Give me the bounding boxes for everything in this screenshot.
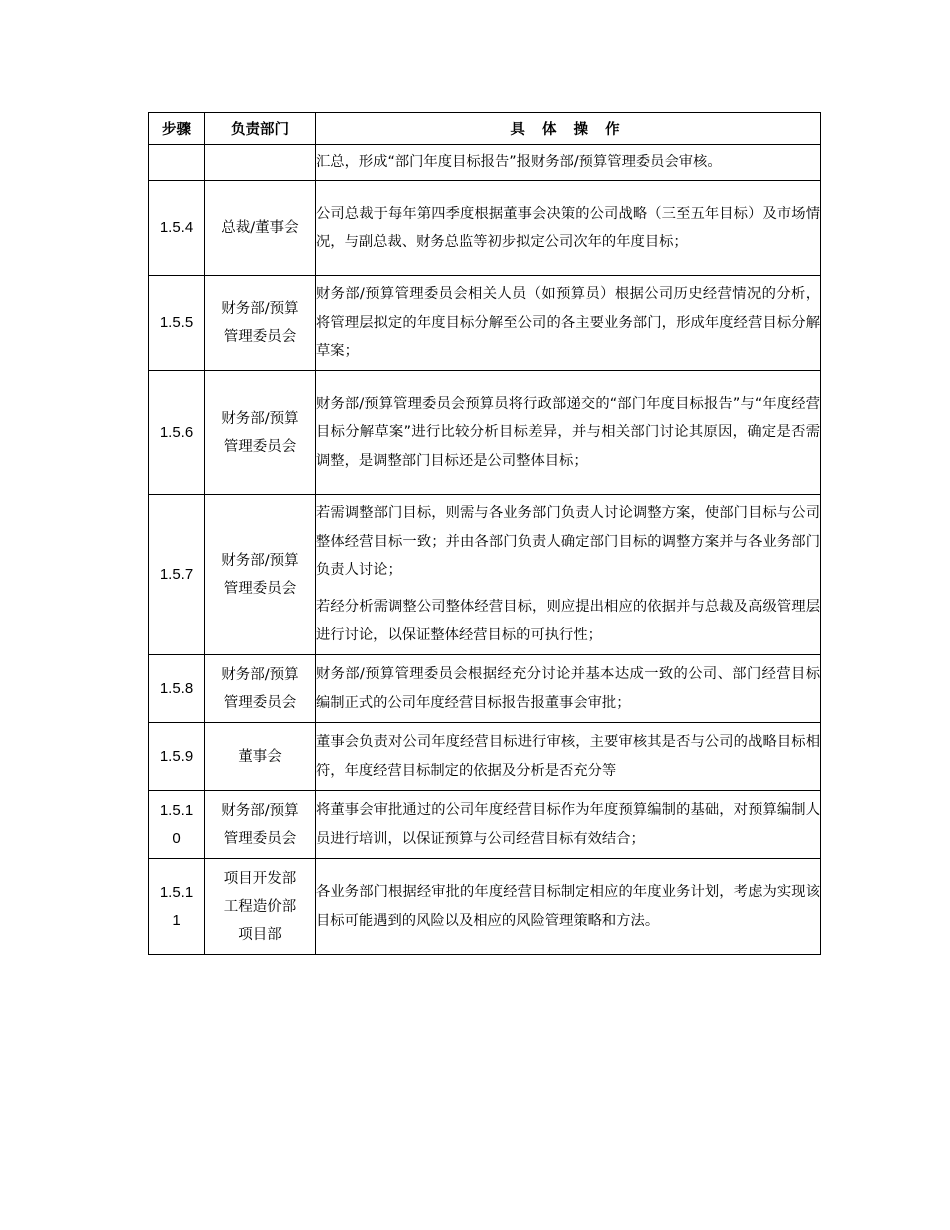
table-row bbox=[149, 181, 821, 276]
responsible-dept-cell bbox=[205, 371, 316, 495]
operation-paragraph: 财务部/预算管理委员会相关人员（如预算员）根据公司历史经营情况的分析，将管理层拟定的年度目标分解至公司的各主要业务部门，形成年度经营目标分解草案； bbox=[316, 286, 820, 360]
step-number-line: 0 bbox=[172, 829, 181, 847]
table-row bbox=[149, 495, 821, 655]
operation-paragraph: 公司总裁于每年第四季度根据董事会决策的公司战略（三至五年目标）及市场情况，与副总裁、财务总监等初步拟定公司次年的年度目标； bbox=[316, 205, 820, 250]
dept-name-line: 董事会 bbox=[238, 748, 282, 765]
operation-paragraph: 财务部/预算管理委员会根据经充分讨论并基本达成一致的公司、部门经营目标编制正式的公司年度经营目标报告报董事会审批； bbox=[316, 666, 820, 711]
table-row bbox=[149, 723, 821, 791]
dept-name-line: 管理委员会 bbox=[223, 580, 297, 597]
operation-cell bbox=[316, 145, 821, 181]
table-body bbox=[149, 145, 821, 955]
table-row bbox=[149, 276, 821, 371]
step-number-cell bbox=[149, 495, 205, 655]
step-number-line: 1.5.5 bbox=[159, 314, 194, 331]
step-number-cell bbox=[149, 859, 205, 955]
table-row bbox=[149, 371, 821, 495]
dept-name-line: 项目部 bbox=[238, 926, 282, 943]
dept-name-line: 财务部/预算 bbox=[221, 666, 299, 683]
step-number-line: 1 bbox=[172, 911, 181, 929]
responsible-dept-cell bbox=[205, 276, 316, 371]
dept-name-line: 管理委员会 bbox=[223, 329, 297, 345]
operation-cell bbox=[316, 276, 821, 371]
table-header-row bbox=[149, 113, 821, 145]
dept-name-line: 总裁/董事会 bbox=[221, 220, 299, 236]
responsible-dept-cell bbox=[205, 495, 316, 655]
operation-paragraph: 若经分析需调整公司整体经营目标，则应提出相应的依据并与总裁及高级管理层进行讨论，以保证整体经营目标的可执行性； bbox=[316, 598, 820, 644]
step-number-line: 1.5.9 bbox=[159, 747, 194, 765]
table-row bbox=[149, 655, 821, 723]
dept-name-line: 管理委员会 bbox=[223, 830, 297, 847]
step-number-line: 1.5.7 bbox=[159, 565, 194, 583]
operation-cell bbox=[316, 655, 821, 723]
header-dept: 负责部门 bbox=[205, 113, 316, 145]
dept-name-line: 财务部/预算 bbox=[221, 410, 299, 427]
operation-cell bbox=[316, 859, 821, 955]
operation-cell bbox=[316, 495, 821, 655]
step-number-cell bbox=[149, 145, 205, 181]
table-row bbox=[149, 859, 821, 955]
responsible-dept-cell bbox=[205, 791, 316, 859]
dept-name-line: 工程造价部 bbox=[223, 898, 297, 915]
step-number-line: 1.5.1 bbox=[159, 801, 194, 819]
operation-paragraph: 董事会负责对公司年度经营目标进行审核，主要审核其是否与公司的战略目标相符，年度经营目标制定的依据及分析是否充分等 bbox=[316, 734, 820, 779]
header-step: 步骤 bbox=[149, 113, 205, 145]
operation-cell bbox=[316, 723, 821, 791]
responsible-dept-cell bbox=[205, 723, 316, 791]
step-number-line: 1.5.8 bbox=[159, 679, 194, 697]
procedure-table bbox=[148, 112, 821, 955]
dept-name-line: 财务部/预算 bbox=[221, 301, 299, 317]
dept-name-line: 管理委员会 bbox=[223, 438, 297, 455]
step-number-line: 1.5.4 bbox=[159, 219, 194, 236]
dept-name-line: 管理委员会 bbox=[223, 694, 297, 711]
operation-cell bbox=[316, 791, 821, 859]
operation-paragraph: 若需调整部门目标，则需与各业务部门负责人讨论调整方案，使部门目标与公司整体经营目标一致；并由各部门负责人确定部门目标的调整方案并与各业务部门负责人讨论； bbox=[316, 505, 820, 579]
responsible-dept-cell bbox=[205, 145, 316, 181]
step-number-cell bbox=[149, 723, 205, 791]
operation-cell bbox=[316, 371, 821, 495]
table-row bbox=[149, 145, 821, 181]
operation-paragraph: 财务部/预算管理委员会预算员将行政部递交的“部门年度目标报告”与“年度经营目标分解草案”进行比较分析目标差异，并与相关部门讨论其原因，确定是否需调整，是调整部门目标还是公司整体目标； bbox=[316, 395, 820, 469]
dept-name-line: 财务部/预算 bbox=[221, 802, 299, 819]
header-operation: 具 体 操 作 bbox=[316, 113, 821, 145]
step-number-cell bbox=[149, 791, 205, 859]
responsible-dept-cell bbox=[205, 181, 316, 276]
responsible-dept-cell bbox=[205, 655, 316, 723]
operation-cell bbox=[316, 181, 821, 276]
step-number-line: 1.5.6 bbox=[159, 423, 194, 441]
operation-paragraph: 将董事会审批通过的公司年度经营目标作为年度预算编制的基础，对预算编制人员进行培训，以保证预算与公司经营目标有效结合； bbox=[316, 802, 820, 847]
step-number-cell bbox=[149, 371, 205, 495]
step-number-cell bbox=[149, 181, 205, 276]
step-number-cell bbox=[149, 276, 205, 371]
dept-name-line: 项目开发部 bbox=[223, 870, 297, 887]
step-number-line: 1.5.1 bbox=[159, 883, 194, 901]
table-row bbox=[149, 791, 821, 859]
dept-name-line: 财务部/预算 bbox=[221, 552, 299, 569]
responsible-dept-cell bbox=[205, 859, 316, 955]
operation-paragraph: 各业务部门根据经审批的年度经营目标制定相应的年度业务计划，考虑为实现该目标可能遇到的风险以及相应的风险管理策略和方法。 bbox=[316, 884, 820, 929]
step-number-cell bbox=[149, 655, 205, 723]
operation-paragraph: 汇总，形成“部门年度目标报告”报财务部/预算管理委员会审核。 bbox=[316, 154, 722, 171]
